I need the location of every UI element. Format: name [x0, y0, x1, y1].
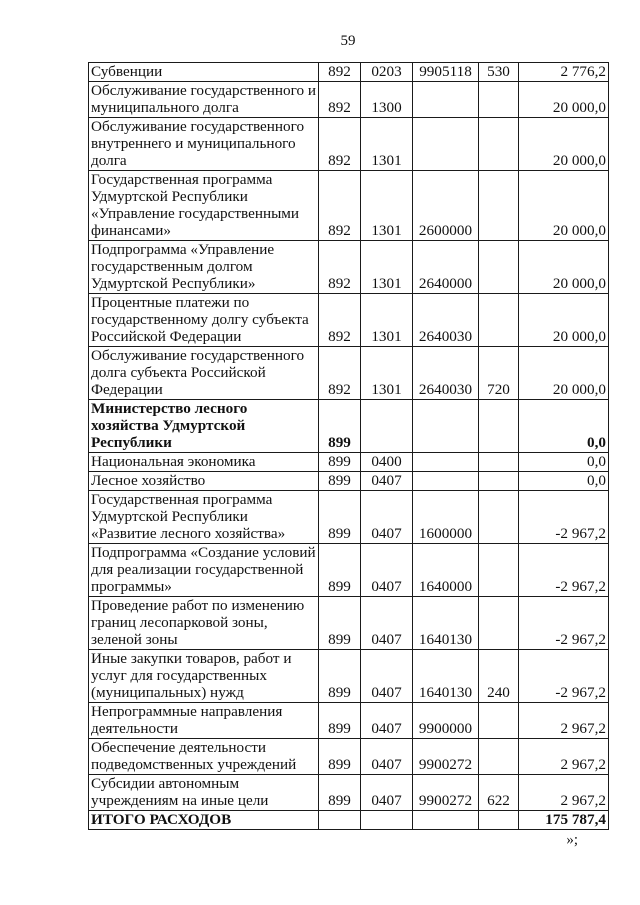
cell-code-expense-type: [479, 491, 519, 544]
cell-name: Субсидии автономным учреждениям на иные цели: [89, 775, 319, 811]
cell-code-section: 1301: [361, 171, 413, 241]
cell-name: Обеспечение деятельности подведомственных учреждений: [89, 739, 319, 775]
cell-code-section: 0407: [361, 597, 413, 650]
cell-code-section: 1300: [361, 82, 413, 118]
table-row: [89, 118, 609, 171]
table-row: [89, 703, 609, 739]
cell-code-target-article: 2640030: [413, 347, 479, 400]
cell-name: Национальная экономика: [89, 453, 319, 472]
cell-name: ИТОГО РАСХОДОВ: [89, 811, 319, 830]
cell-name: Обслуживание государственного и муниципального долга: [89, 82, 319, 118]
table-row: [89, 241, 609, 294]
cell-code-section: 1301: [361, 347, 413, 400]
cell-code-grbs: 892: [319, 294, 361, 347]
cell-code-section: 0203: [361, 63, 413, 82]
cell-code-target-article: [413, 118, 479, 171]
table-row: [89, 811, 609, 830]
cell-amount: 20 000,0: [519, 171, 609, 241]
cell-code-grbs: 899: [319, 400, 361, 453]
cell-amount: 2 967,2: [519, 775, 609, 811]
cell-amount: 2 776,2: [519, 63, 609, 82]
cell-amount: -2 967,2: [519, 491, 609, 544]
cell-amount: 0,0: [519, 400, 609, 453]
table-row: [89, 294, 609, 347]
cell-code-grbs: 892: [319, 241, 361, 294]
cell-code-expense-type: [479, 241, 519, 294]
cell-code-grbs: 892: [319, 347, 361, 400]
cell-code-expense-type: 530: [479, 63, 519, 82]
cell-amount: 2 967,2: [519, 703, 609, 739]
table-row: [89, 775, 609, 811]
cell-code-grbs: 899: [319, 650, 361, 703]
cell-amount: 20 000,0: [519, 294, 609, 347]
cell-code-section: 0407: [361, 472, 413, 491]
cell-code-grbs: 899: [319, 775, 361, 811]
cell-code-section: 1301: [361, 118, 413, 171]
cell-code-target-article: 9900272: [413, 775, 479, 811]
cell-code-grbs: 892: [319, 63, 361, 82]
table-row: [89, 63, 609, 82]
cell-code-expense-type: [479, 294, 519, 347]
cell-code-expense-type: [479, 739, 519, 775]
cell-code-expense-type: 240: [479, 650, 519, 703]
table-row: [89, 597, 609, 650]
budget-expenditure-table: [88, 62, 609, 830]
table-row: [89, 544, 609, 597]
cell-name: Государственная программа Удмуртской Республики «Управление государственными финансами»: [89, 171, 319, 241]
cell-name: Субвенции: [89, 63, 319, 82]
cell-code-grbs: [319, 811, 361, 830]
cell-code-section: [361, 811, 413, 830]
table-row: [89, 400, 609, 453]
cell-code-section: 1301: [361, 294, 413, 347]
cell-name: Министерство лесного хозяйства Удмуртской Республики: [89, 400, 319, 453]
cell-code-target-article: [413, 453, 479, 472]
cell-name: Лесное хозяйство: [89, 472, 319, 491]
cell-code-expense-type: [479, 472, 519, 491]
cell-code-section: [361, 400, 413, 453]
table-row: [89, 453, 609, 472]
cell-code-grbs: 899: [319, 544, 361, 597]
cell-code-section: 0400: [361, 453, 413, 472]
cell-code-grbs: 899: [319, 597, 361, 650]
cell-amount: 20 000,0: [519, 347, 609, 400]
cell-code-expense-type: [479, 82, 519, 118]
cell-code-section: 0407: [361, 544, 413, 597]
cell-name: Обслуживание государственного внутреннего и муниципального долга: [89, 118, 319, 171]
cell-code-target-article: [413, 82, 479, 118]
closing-quote-mark: »;: [566, 832, 578, 848]
cell-code-expense-type: [479, 811, 519, 830]
cell-code-grbs: 899: [319, 703, 361, 739]
cell-name: Подпрограмма «Создание условий для реализации государственной программы»: [89, 544, 319, 597]
table-row: [89, 650, 609, 703]
cell-code-section: 0407: [361, 491, 413, 544]
cell-amount: 175 787,4: [519, 811, 609, 830]
cell-code-grbs: 899: [319, 739, 361, 775]
cell-code-target-article: 2640030: [413, 294, 479, 347]
cell-code-expense-type: 720: [479, 347, 519, 400]
cell-code-target-article: [413, 472, 479, 491]
cell-code-expense-type: [479, 400, 519, 453]
cell-amount: 20 000,0: [519, 118, 609, 171]
budget-table-body: [89, 63, 609, 830]
cell-amount: 20 000,0: [519, 82, 609, 118]
cell-code-grbs: 899: [319, 472, 361, 491]
cell-amount: 0,0: [519, 453, 609, 472]
cell-amount: -2 967,2: [519, 597, 609, 650]
page-number: 59: [340, 33, 356, 49]
table-row: [89, 472, 609, 491]
table-row: [89, 491, 609, 544]
cell-name: Государственная программа Удмуртской Республики «Развитие лесного хозяйства»: [89, 491, 319, 544]
cell-code-grbs: 892: [319, 118, 361, 171]
cell-amount: 0,0: [519, 472, 609, 491]
cell-amount: -2 967,2: [519, 650, 609, 703]
cell-code-grbs: 899: [319, 491, 361, 544]
cell-name: Подпрограмма «Управление государственным долгом Удмуртской Республики»: [89, 241, 319, 294]
cell-code-target-article: 1600000: [413, 491, 479, 544]
table-row: [89, 347, 609, 400]
cell-name: Процентные платежи по государственному долгу субъекта Российской Федерации: [89, 294, 319, 347]
cell-code-target-article: 1640130: [413, 597, 479, 650]
cell-code-target-article: 9905118: [413, 63, 479, 82]
cell-code-target-article: 2640000: [413, 241, 479, 294]
cell-code-expense-type: [479, 703, 519, 739]
cell-code-target-article: 2600000: [413, 171, 479, 241]
cell-name: Проведение работ по изменению границ лесопарковой зоны, зеленой зоны: [89, 597, 319, 650]
cell-code-section: 1301: [361, 241, 413, 294]
cell-code-grbs: 899: [319, 453, 361, 472]
cell-code-expense-type: [479, 171, 519, 241]
cell-code-target-article: [413, 811, 479, 830]
cell-code-section: 0407: [361, 739, 413, 775]
cell-amount: 2 967,2: [519, 739, 609, 775]
cell-code-section: 0407: [361, 703, 413, 739]
table-row: [89, 82, 609, 118]
cell-name: Обслуживание государственного долга субъекта Российской Федерации: [89, 347, 319, 400]
cell-code-grbs: 892: [319, 82, 361, 118]
cell-amount: -2 967,2: [519, 544, 609, 597]
cell-code-target-article: 1640130: [413, 650, 479, 703]
cell-code-expense-type: [479, 118, 519, 171]
cell-code-expense-type: [479, 453, 519, 472]
cell-code-target-article: 1640000: [413, 544, 479, 597]
cell-code-target-article: 9900000: [413, 703, 479, 739]
cell-code-grbs: 892: [319, 171, 361, 241]
cell-code-target-article: 9900272: [413, 739, 479, 775]
table-row: [89, 171, 609, 241]
cell-code-expense-type: [479, 597, 519, 650]
cell-code-expense-type: [479, 544, 519, 597]
cell-name: Непрограммные направления деятельности: [89, 703, 319, 739]
cell-name: Иные закупки товаров, работ и услуг для государственных (муниципальных) нужд: [89, 650, 319, 703]
cell-amount: 20 000,0: [519, 241, 609, 294]
table-row: [89, 739, 609, 775]
cell-code-target-article: [413, 400, 479, 453]
cell-code-expense-type: 622: [479, 775, 519, 811]
cell-code-section: 0407: [361, 775, 413, 811]
cell-code-section: 0407: [361, 650, 413, 703]
